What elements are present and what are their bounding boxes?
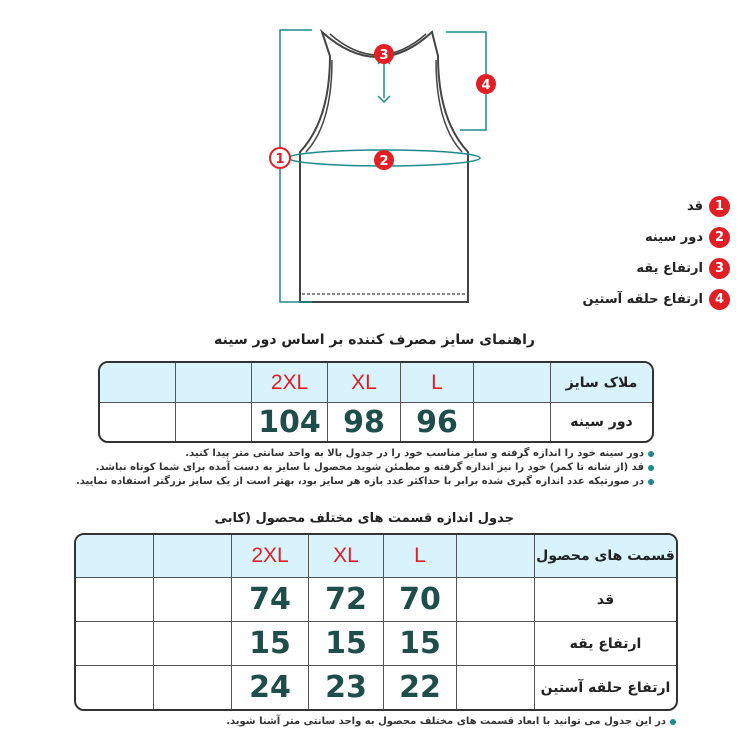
size-header-xl: XL bbox=[328, 363, 401, 403]
empty-cell bbox=[457, 578, 535, 622]
bullet-icon bbox=[648, 451, 654, 457]
empty-cell bbox=[474, 403, 551, 441]
empty-cell bbox=[154, 622, 232, 666]
product-measurements-title: جدول اندازه قسمت های مختلف محصول (کابی bbox=[214, 511, 514, 526]
empty-cell bbox=[76, 578, 154, 622]
chest-value-l: 96 bbox=[401, 403, 474, 441]
empty-cell bbox=[457, 622, 535, 666]
legend-item-armhole bbox=[583, 289, 730, 310]
empty-cell bbox=[176, 403, 252, 441]
legend-number-icon: 3 bbox=[709, 258, 730, 279]
value-cell: 15 bbox=[384, 622, 457, 666]
legend-number-icon: 2 bbox=[709, 227, 730, 248]
empty-cell bbox=[176, 363, 252, 403]
legend-label: قد bbox=[686, 199, 703, 214]
size-header-2xl: 2XL bbox=[252, 363, 328, 403]
bullet-icon bbox=[648, 479, 654, 485]
chest-value-xl: 98 bbox=[328, 403, 401, 441]
empty-cell bbox=[457, 535, 535, 578]
empty-cell bbox=[154, 535, 232, 578]
size-header-2xl: 2XL bbox=[232, 535, 309, 578]
legend-label: ارتفاع یقه bbox=[636, 261, 703, 276]
svg-text:3: 3 bbox=[379, 48, 389, 63]
value-cell: 22 bbox=[384, 666, 457, 709]
size-header-l: L bbox=[384, 535, 457, 578]
empty-cell bbox=[457, 666, 535, 709]
product-measurements-table bbox=[74, 533, 678, 711]
bullet-icon bbox=[648, 465, 654, 471]
legend-item-chest bbox=[645, 227, 730, 248]
value-cell: 70 bbox=[384, 578, 457, 622]
empty-cell bbox=[100, 363, 176, 403]
header-label: قسمت های محصول bbox=[535, 535, 676, 578]
table-row bbox=[76, 622, 676, 666]
empty-cell bbox=[154, 578, 232, 622]
value-cell: 74 bbox=[232, 578, 309, 622]
empty-cell bbox=[474, 363, 551, 403]
legend-item-neck bbox=[636, 258, 730, 279]
row-label: دور سینه bbox=[570, 414, 633, 430]
bullet-icon bbox=[670, 719, 676, 725]
table-row bbox=[76, 578, 676, 622]
marker-2-icon bbox=[374, 150, 394, 170]
svg-text:1: 1 bbox=[275, 152, 285, 167]
note-item: در صورتیکه عدد اندازه گیری شده برابر با حداکثر عدد بازه هر سایز بود، بهتر است از یک سایز بزرگتر استفاده نمایید. bbox=[76, 476, 654, 487]
row-label: ارتفاع حلقه آستین bbox=[540, 679, 671, 696]
size-header-l: L bbox=[401, 363, 474, 403]
svg-text:4: 4 bbox=[481, 78, 491, 93]
empty-cell bbox=[154, 666, 232, 709]
empty-cell bbox=[76, 666, 154, 709]
marker-3-icon bbox=[374, 44, 394, 64]
legend-label: دور سینه bbox=[644, 230, 703, 245]
legend-number-icon: 4 bbox=[709, 289, 730, 310]
value-cell: 24 bbox=[232, 666, 309, 709]
product-measurements-notes bbox=[226, 716, 676, 730]
value-cell: 72 bbox=[309, 578, 384, 622]
size-header-xl: XL bbox=[309, 535, 384, 578]
tank-top-diagram bbox=[260, 20, 510, 315]
empty-cell bbox=[76, 535, 154, 578]
legend-number-icon: 1 bbox=[709, 196, 730, 217]
svg-text:2: 2 bbox=[379, 154, 389, 169]
note-item: دور سینه خود را اندازه گرفته و سایز مناسب خود را در جدول بالا به واحد سانتی متر پیدا کنید. bbox=[76, 448, 654, 459]
chest-value-2xl: 104 bbox=[252, 403, 328, 441]
marker-1-icon bbox=[270, 148, 290, 168]
size-guide-title: راهنمای سایز مصرف کننده بر اساس دور سینه bbox=[214, 332, 535, 348]
value-cell: 23 bbox=[309, 666, 384, 709]
empty-cell bbox=[100, 403, 176, 441]
table-row bbox=[76, 666, 676, 709]
marker-4-icon bbox=[476, 74, 496, 94]
empty-cell bbox=[76, 622, 154, 666]
note-item: قد (از شانه تا کمر) خود را نیز اندازه گرفته و مطمئن شوید محصول با سایز به دست آمده برای شما کوتاه نباشد. bbox=[76, 462, 654, 473]
value-cell: 15 bbox=[309, 622, 384, 666]
row-label: ارتفاع یقه bbox=[535, 622, 676, 666]
legend-item-height bbox=[687, 196, 730, 217]
size-guide-table bbox=[98, 361, 654, 443]
note-item: در این جدول می توانید با ابعاد قسمت های مختلف محصول به واحد سانتی متر آشنا شوید. bbox=[226, 716, 676, 727]
legend-label: ارتفاع حلقه آستین bbox=[582, 292, 703, 307]
row-label: قد bbox=[535, 578, 676, 622]
value-cell: 15 bbox=[232, 622, 309, 666]
header-label: ملاک سایز bbox=[551, 363, 652, 403]
size-guide-notes bbox=[76, 448, 654, 490]
